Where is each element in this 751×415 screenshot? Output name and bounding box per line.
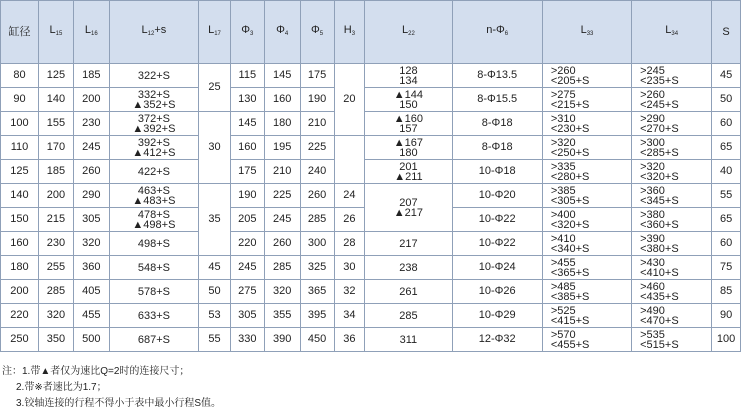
table-cell-l15: 200 [38, 184, 73, 208]
cell-line: 311 [399, 333, 418, 346]
table-cell-p5: 175 [300, 64, 334, 88]
table-cell-l22 [365, 136, 452, 160]
table-cell-l15: 140 [38, 88, 73, 112]
table-cell-l12 [109, 232, 198, 256]
cell-line: >275 [550, 88, 576, 101]
table-cell-p4: 145 [264, 64, 300, 88]
table-cell-l33 [542, 304, 631, 328]
cell-line: ▲211 [394, 170, 423, 183]
cell-line: >535 [640, 328, 665, 341]
notes [2, 364, 221, 412]
table-cell-bore: 150 [1, 208, 39, 232]
column-header: $L_{33}$ [542, 1, 631, 64]
table-cell-p5: 395 [300, 304, 334, 328]
cell-line: ▲167 [393, 136, 424, 149]
table-cell-l12 [109, 304, 198, 328]
table-cell-s: 60 [712, 232, 741, 256]
table-cell-l34 [632, 112, 712, 136]
table-cell-p3: 330 [230, 328, 264, 352]
cell-line: 463+S [137, 184, 170, 197]
table-row [1, 160, 741, 184]
cell-line: >525 [550, 304, 576, 317]
cell-line: >360 [640, 184, 665, 197]
cell-line: 217 [399, 237, 418, 250]
table-cell-l34 [632, 256, 712, 280]
table-cell-l33 [542, 88, 631, 112]
column-header: $L_{12}+s$ [109, 1, 198, 64]
table-cell-l16: 320 [73, 232, 109, 256]
table-row [1, 280, 741, 304]
cell-line: <340+S [550, 242, 590, 255]
cell-line: 322+S [137, 69, 170, 82]
table-cell-s: 65 [712, 136, 741, 160]
cell-line: 180 [399, 146, 418, 159]
table-cell-h3: 34 [334, 304, 365, 328]
table-cell-p5: 365 [300, 280, 334, 304]
cell-line: 372+S [137, 112, 170, 125]
table-cell-l22 [365, 64, 452, 88]
table-cell-l17: 25 [199, 64, 231, 112]
table-cell-n6: 10-Φ18 [452, 160, 542, 184]
table-cell-l15: 230 [38, 232, 73, 256]
table-cell-l12 [109, 88, 198, 112]
table-cell-l33 [542, 208, 631, 232]
cell-line: <245+S [640, 98, 679, 111]
table-cell-l17: 50 [199, 280, 231, 304]
table-cell-p4: 180 [264, 112, 300, 136]
table-cell-bore: 200 [1, 280, 39, 304]
cell-line: 498+S [137, 237, 170, 250]
cell-line: >410 [550, 232, 576, 245]
column-header: 缸径 [1, 1, 39, 64]
table-cell-l22 [365, 328, 452, 352]
table-cell-l16: 305 [73, 208, 109, 232]
table-cell-n6: 8-Φ13.5 [452, 64, 542, 88]
table-cell-l15: 125 [38, 64, 73, 88]
cell-line: 478+S [137, 208, 170, 221]
cell-line: <515+S [640, 338, 679, 351]
table-cell-l12 [109, 328, 198, 352]
cell-line: <230+S [550, 122, 590, 135]
table-cell-s: 50 [712, 88, 741, 112]
table-cell-p5: 285 [300, 208, 334, 232]
table-cell-p3: 220 [230, 232, 264, 256]
cell-line: <365+S [550, 266, 590, 279]
table-cell-bore: 220 [1, 304, 39, 328]
note-1: 注：1.带▲者仅为速比Q=2时的连接尺寸； [2, 366, 190, 377]
table-cell-l12 [109, 64, 198, 88]
table-cell-l16: 245 [73, 136, 109, 160]
table-cell-bore: 160 [1, 232, 39, 256]
table-cell-l34 [632, 160, 712, 184]
table-cell-l12 [109, 280, 198, 304]
table-row [1, 112, 741, 136]
table-cell-p4: 390 [264, 328, 300, 352]
cell-line: <380+S [640, 242, 679, 255]
column-header: $L_{22}$ [365, 1, 452, 64]
table-cell-l33 [542, 64, 631, 88]
table-cell-l12 [109, 136, 198, 160]
table-cell-p3: 175 [230, 160, 264, 184]
table-cell-p3: 115 [230, 64, 264, 88]
cell-line: >310 [550, 112, 576, 125]
column-header: $\Phi_5$ [300, 1, 334, 64]
table-cell-l16: 185 [73, 64, 109, 88]
table-cell-p4: 225 [264, 184, 300, 208]
table-cell-l33 [542, 232, 631, 256]
table-row [1, 136, 741, 160]
table-cell-l33 [542, 256, 631, 280]
cell-line: <215+S [550, 98, 590, 111]
cell-line: <360+S [640, 218, 679, 231]
table-cell-l34 [632, 88, 712, 112]
cell-line: <305+S [550, 194, 590, 207]
table-cell-s: 65 [712, 208, 741, 232]
table-cell-p3: 205 [230, 208, 264, 232]
column-header: $\Phi_4$ [264, 1, 300, 64]
cell-line: ▲412+S [132, 146, 176, 159]
table-cell-h3: 26 [334, 208, 365, 232]
table-cell-s: 55 [712, 184, 741, 208]
table-cell-l17: 45 [199, 256, 231, 280]
table-row [1, 328, 741, 352]
table-cell-l17: 30 [199, 112, 231, 184]
table-cell-p5: 225 [300, 136, 334, 160]
table-cell-n6: 10-Φ24 [452, 256, 542, 280]
column-header: $L_{15}$ [38, 1, 73, 64]
table-cell-l16: 360 [73, 256, 109, 280]
cell-line: >390 [640, 232, 665, 245]
table-cell-n6: 10-Φ22 [452, 208, 542, 232]
table-cell-s: 90 [712, 304, 741, 328]
table-cell-p3: 275 [230, 280, 264, 304]
table-cell-l34 [632, 64, 712, 88]
table-cell-l12 [109, 208, 198, 232]
table-cell-l34 [632, 232, 712, 256]
table-cell-p5: 325 [300, 256, 334, 280]
table-cell-l15: 285 [38, 280, 73, 304]
table-cell-l17: 35 [199, 184, 231, 256]
table-row [1, 304, 741, 328]
cell-line: 687+S [137, 333, 170, 346]
table-cell-l34 [632, 136, 712, 160]
table-cell-s: 45 [712, 64, 741, 88]
note-2: 2.带※者速比为1.7； [16, 382, 107, 393]
cell-line: 261 [399, 285, 418, 298]
table-cell-h3: 30 [334, 256, 365, 280]
table-cell-p4: 195 [264, 136, 300, 160]
cell-line: 332+S [137, 88, 170, 101]
cell-line: <435+S [640, 290, 679, 303]
cell-line: <455+S [550, 338, 590, 351]
table-cell-p4: 260 [264, 232, 300, 256]
table-body [1, 64, 741, 352]
table-cell-n6: 10-Φ20 [452, 184, 542, 208]
cell-line: 150 [399, 98, 418, 111]
table-cell-p3: 245 [230, 256, 264, 280]
table-cell-l33 [542, 112, 631, 136]
table-cell-l16: 230 [73, 112, 109, 136]
cell-line: >320 [640, 160, 665, 173]
cell-line: 201 [399, 160, 418, 173]
table-cell-bore: 140 [1, 184, 39, 208]
cell-line: 157 [399, 122, 418, 135]
table-cell-bore: 125 [1, 160, 39, 184]
cell-line: 548+S [137, 261, 170, 274]
table-cell-h3: 28 [334, 232, 365, 256]
cell-line: >430 [640, 256, 665, 269]
table-cell-p5: 260 [300, 184, 334, 208]
table-cell-s: 100 [712, 328, 741, 352]
table-cell-n6: 12-Φ32 [452, 328, 542, 352]
table-cell-l16: 290 [73, 184, 109, 208]
column-header: S [712, 1, 741, 64]
column-header: $n-\Phi_6$ [452, 1, 542, 64]
table-row [1, 184, 741, 208]
table-cell-l16: 405 [73, 280, 109, 304]
table-cell-l34 [632, 280, 712, 304]
table-cell-bore: 80 [1, 64, 39, 88]
table-cell-l16: 500 [73, 328, 109, 352]
note-3: 3.铰轴连接的行程不得小于表中最小行程S值。 [16, 398, 222, 409]
table-cell-l16: 455 [73, 304, 109, 328]
cell-line: 285 [399, 309, 418, 322]
cell-line: >460 [640, 280, 665, 293]
cell-line: <410+S [640, 266, 679, 279]
table-cell-l22 [365, 88, 452, 112]
cell-line: <285+S [640, 146, 679, 159]
cell-line: ▲144 [393, 88, 424, 101]
cell-line: <385+S [550, 290, 590, 303]
cell-line: >485 [550, 280, 576, 293]
table-cell-n6: 10-Φ22 [452, 232, 542, 256]
table-cell-l22 [365, 232, 452, 256]
table-cell-p5: 450 [300, 328, 334, 352]
table-cell-l34 [632, 184, 712, 208]
cell-line: 134 [399, 74, 418, 87]
table-cell-s: 60 [712, 112, 741, 136]
cell-line: <320+S [550, 218, 590, 231]
cell-line: 207 [399, 196, 418, 209]
table-cell-l22 [365, 256, 452, 280]
table-cell-n6: 8-Φ18 [452, 136, 542, 160]
table-cell-s: 85 [712, 280, 741, 304]
cell-line: 578+S [137, 285, 170, 298]
table-cell-l33 [542, 280, 631, 304]
column-header: $L_{34}$ [632, 1, 712, 64]
table-cell-p5: 300 [300, 232, 334, 256]
cell-line: >400 [550, 208, 576, 221]
table-cell-l33 [542, 136, 631, 160]
cell-line: ▲483+S [132, 194, 176, 207]
table-cell-l15: 185 [38, 160, 73, 184]
table-row [1, 256, 741, 280]
table-cell-l12 [109, 160, 198, 184]
table-cell-h3: 20 [334, 64, 365, 136]
table-cell-l33 [542, 328, 631, 352]
column-header: $L_{16}$ [73, 1, 109, 64]
table-cell-bore: 250 [1, 328, 39, 352]
table-cell-n6: 8-Φ18 [452, 112, 542, 136]
column-header: $L_{17}$ [199, 1, 231, 64]
table-cell-l15: 170 [38, 136, 73, 160]
table-cell-l22 [365, 160, 452, 184]
table-cell-l15: 215 [38, 208, 73, 232]
table-cell-l34 [632, 208, 712, 232]
table-cell-n6: 10-Φ26 [452, 280, 542, 304]
cell-line: 392+S [137, 136, 170, 149]
table-cell-p4: 320 [264, 280, 300, 304]
table-cell-bore: 90 [1, 88, 39, 112]
table-cell-l16: 200 [73, 88, 109, 112]
table-cell-p4: 355 [264, 304, 300, 328]
table-cell-l15: 320 [38, 304, 73, 328]
cell-line: 422+S [137, 165, 170, 178]
cell-line: <250+S [550, 146, 590, 159]
table-cell-l34 [632, 328, 712, 352]
table-cell-l15: 155 [38, 112, 73, 136]
table-cell-l33 [542, 184, 631, 208]
table-cell-l15: 255 [38, 256, 73, 280]
cell-line: 633+S [137, 309, 170, 322]
cell-line: >320 [550, 136, 576, 149]
table-cell-p4: 210 [264, 160, 300, 184]
table-cell-l15: 350 [38, 328, 73, 352]
table-cell-l22 [365, 304, 452, 328]
cell-line: ▲498+S [132, 218, 176, 231]
cell-line: ▲160 [393, 112, 424, 125]
table-cell-l12 [109, 256, 198, 280]
table-cell-h3: 24 [334, 184, 365, 208]
cell-line: <470+S [640, 314, 679, 327]
table-row [1, 232, 741, 256]
cell-line: ▲392+S [132, 122, 176, 135]
cell-line: ▲352+S [132, 98, 176, 111]
table-cell-p5: 210 [300, 112, 334, 136]
cell-line: 238 [399, 261, 418, 274]
cell-line: 128 [399, 64, 418, 77]
table-cell-l12 [109, 112, 198, 136]
table-cell-p4: 245 [264, 208, 300, 232]
table-cell-bore: 180 [1, 256, 39, 280]
table-cell-p4: 160 [264, 88, 300, 112]
table-cell-p5: 240 [300, 160, 334, 184]
table-cell-l33 [542, 160, 631, 184]
cell-line: <345+S [640, 194, 679, 207]
table-cell-s: 75 [712, 256, 741, 280]
cell-line: >260 [550, 64, 576, 77]
table-cell-l22 [365, 184, 452, 232]
table-cell-p5: 190 [300, 88, 334, 112]
table-cell-bore: 100 [1, 112, 39, 136]
table-cell-p3: 190 [230, 184, 264, 208]
cell-line: >290 [640, 112, 665, 125]
table-cell-bore: 110 [1, 136, 39, 160]
cell-line: >300 [640, 136, 665, 149]
table-cell-p3: 305 [230, 304, 264, 328]
table-cell-s: 40 [712, 160, 741, 184]
cell-line: >245 [640, 64, 665, 77]
table-cell-l16: 260 [73, 160, 109, 184]
cell-line: <280+S [550, 170, 590, 183]
cell-line: >455 [550, 256, 576, 269]
header-row [1, 1, 741, 64]
cell-line: <415+S [550, 314, 590, 327]
column-header: $\Phi_3$ [230, 1, 264, 64]
cell-line: <270+S [640, 122, 679, 135]
table-cell-l12 [109, 184, 198, 208]
cell-line: >490 [640, 304, 665, 317]
table-cell-p4: 285 [264, 256, 300, 280]
table-cell-h3: 36 [334, 328, 365, 352]
table-cell-p3: 160 [230, 136, 264, 160]
table-cell-p3: 130 [230, 88, 264, 112]
cell-line: >260 [640, 88, 665, 101]
column-header: $H_3$ [334, 1, 365, 64]
cell-line: <320+S [640, 170, 679, 183]
table-cell-h3 [334, 136, 365, 184]
table-cell-l17: 55 [199, 328, 231, 352]
table-cell-l22 [365, 280, 452, 304]
cell-line: >570 [550, 328, 576, 341]
table-cell-l17: 53 [199, 304, 231, 328]
table-row [1, 88, 741, 112]
cell-line: >380 [640, 208, 665, 221]
table-cell-l22 [365, 112, 452, 136]
table-cell-p3: 145 [230, 112, 264, 136]
cell-line: ▲217 [393, 206, 424, 219]
table-cell-n6: 8-Φ15.5 [452, 88, 542, 112]
table-cell-n6: 10-Φ29 [452, 304, 542, 328]
table-row [1, 64, 741, 88]
cell-line: <205+S [550, 74, 590, 87]
cell-line: >385 [550, 184, 576, 197]
cell-line: <235+S [640, 74, 679, 87]
table-cell-h3: 32 [334, 280, 365, 304]
table-cell-l34 [632, 304, 712, 328]
cell-line: >335 [550, 160, 576, 173]
